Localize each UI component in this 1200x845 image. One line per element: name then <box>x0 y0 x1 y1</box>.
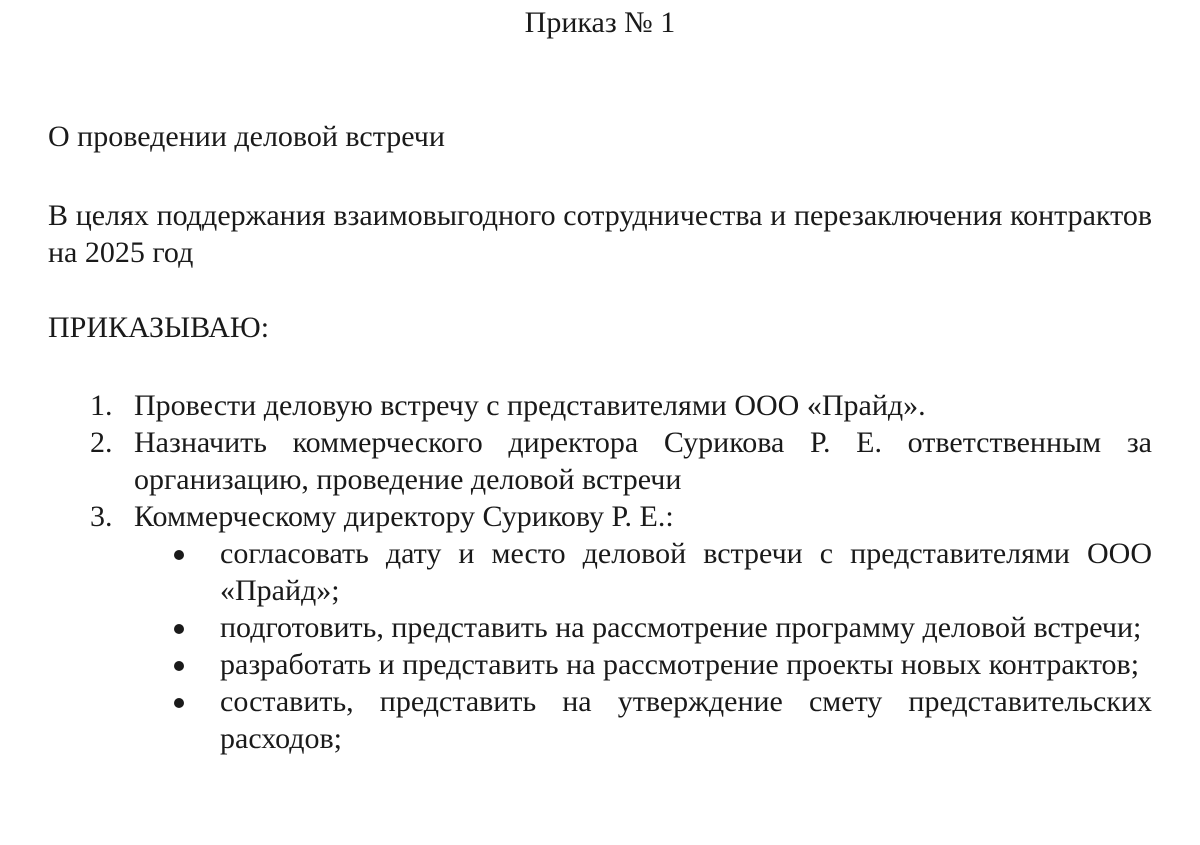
order-subitem-text: подготовить, представить на рассмотрение программу деловой встречи; <box>220 611 1142 644</box>
order-subitem <box>134 683 1152 757</box>
order-subitem-text: согласовать дату и место деловой встречи с представителями ООО «Прайд»; <box>220 537 1152 607</box>
order-subitem-text: разработать и представить на рассмотрение проекты новых контрактов; <box>220 648 1140 681</box>
bullet-icon <box>174 550 184 560</box>
order-item-number: 3. <box>90 500 113 533</box>
order-item-text: Провести деловую встречу с представителями ООО «Прайд». <box>134 389 926 422</box>
order-item-text: Назначить коммерческого директора Сурикова Р. Е. ответственным за организацию, проведение деловой встречи <box>134 426 1152 496</box>
order-item-1 <box>48 387 1152 424</box>
order-subitems-list <box>134 535 1152 757</box>
order-word: ПРИКАЗЫВАЮ: <box>48 311 270 344</box>
order-subitem <box>134 535 1152 609</box>
bullet-icon <box>174 624 184 634</box>
order-item-text: Коммерческому директору Сурикову Р. Е.: <box>134 500 674 533</box>
document-title: Приказ № 1 <box>524 6 676 39</box>
order-item-number: 2. <box>90 426 113 459</box>
order-item-number: 1. <box>90 389 113 422</box>
order-subitem <box>134 609 1152 646</box>
document-subject: О проведении деловой встречи <box>48 120 445 153</box>
bullet-icon <box>174 661 184 671</box>
order-item-3 <box>48 498 1152 757</box>
order-subitem <box>134 646 1152 683</box>
bullet-icon <box>174 698 184 708</box>
document-preamble: В целях поддержания взаимовыгодного сотрудничества и перезаключения контрактов на 2025 год <box>48 199 1152 269</box>
order-subitem-text: составить, представить на утверждение смету представительских расходов; <box>220 685 1152 755</box>
order-item-2 <box>48 424 1152 498</box>
order-items-list <box>48 387 1152 757</box>
